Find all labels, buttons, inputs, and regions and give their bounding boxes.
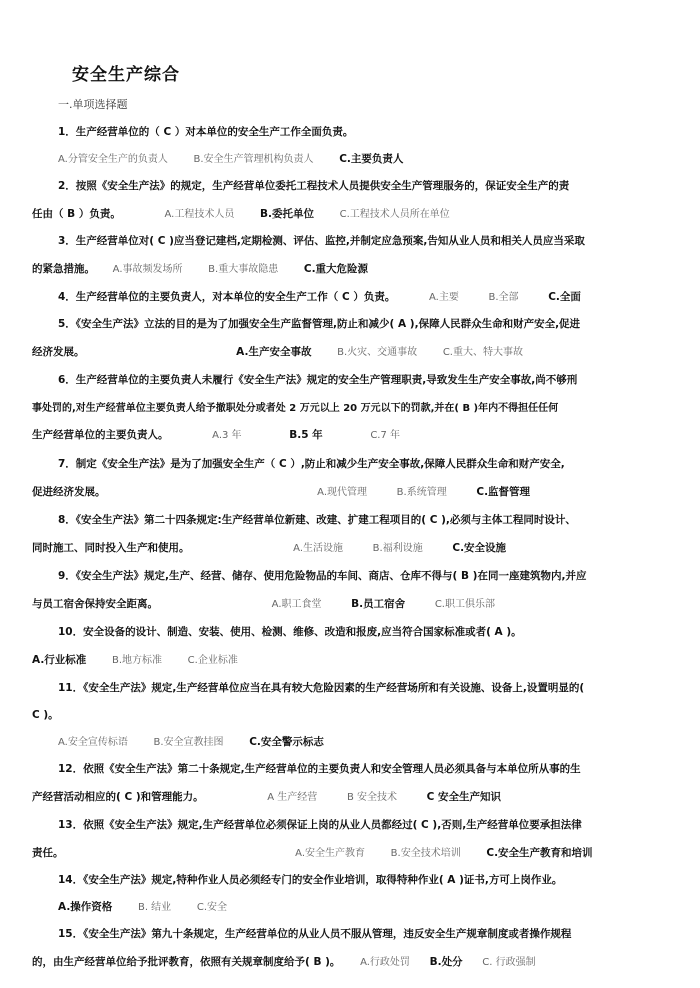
option-c: C. 行政强制 <box>482 957 536 968</box>
question-8-line2: 同时施工、同时投入生产和使用。 <box>32 542 190 554</box>
question-6-line3: 生产经营单位的主要负责人。 <box>32 429 169 441</box>
question-13-line2: 责任。 <box>32 847 64 859</box>
question-8-text: 8．《安全生产法》第二十四条规定:生产经营单位新建、改建、扩建工程项目的( C ),必须与主体工程同时设计、 <box>58 514 576 526</box>
option-b: B.重大事故隐患 <box>208 264 279 275</box>
question-7-line2: 促进经济发展。 <box>32 486 106 498</box>
question-4-text: 4．生产经营单位的主要负责人，对本单位的安全生产工作（ C ）负责。 <box>58 291 396 303</box>
option-b: B.处分 <box>429 956 463 968</box>
question-10-text: 10．安全设备的设计、制造、安装、使用、检测、维修、改造和报废,应当符合国家标准或者( A )。 <box>58 626 522 638</box>
question-12-text-cont <box>32 788 501 804</box>
option-a: A.现代管理 <box>317 487 367 498</box>
question-13-text-cont <box>32 844 593 860</box>
question-7-text-cont <box>32 483 530 499</box>
option-b: B.系统管理 <box>396 487 447 498</box>
option-c: C.安全生产教育和培训 <box>486 847 593 859</box>
question-11-options <box>58 733 324 749</box>
option-c: C.7 年 <box>370 430 401 441</box>
question-6-text-cont <box>32 426 400 442</box>
question-15-text: 15．《安全生产法》第九十条规定，生产经营单位的从业人员不服从管理，违反安全生产规章制度或者操作规程 <box>58 928 572 940</box>
option-c: C.职工俱乐部 <box>434 599 495 610</box>
question-5-line2: 经济发展。 <box>32 346 85 358</box>
option-a: A.操作资格 <box>58 901 113 913</box>
question-9-text: 9．《安全生产法》规定,生产、经营、储存、使用危险物品的车间、商店、仓库不得与( B )在同一座建筑物内,并应 <box>58 570 587 582</box>
option-a: A.工程技术人员 <box>164 209 235 220</box>
option-a: A.安全宣传标语 <box>58 737 128 748</box>
option-a: A.分管安全生产的负责人 <box>58 154 168 165</box>
option-a: A.安全生产教育 <box>295 848 365 859</box>
section-heading: 一.单项选择题 <box>58 98 128 111</box>
option-c: C.重大危险源 <box>303 263 369 275</box>
question-2-line2: 任由（ B ）负责。 <box>32 208 121 220</box>
option-a: A.生活设施 <box>293 543 343 554</box>
option-b: B.安全生产管理机构负责人 <box>193 154 314 165</box>
option-a: A.3 年 <box>212 430 242 441</box>
option-a: A.职工食堂 <box>271 599 322 610</box>
option-c: C.全面 <box>548 291 581 303</box>
option-b: B.安全宣教挂图 <box>153 737 224 748</box>
option-c: C.安全 <box>196 902 228 913</box>
question-2-text: 2．按照《安全生产法》的规定，生产经营单位委托工程技术人员提供安全生产管理服务的，保证安全生产的责 <box>58 180 570 192</box>
option-c: C.企业标准 <box>187 655 238 666</box>
document-title: 安全生产综合 <box>72 65 180 85</box>
question-3-line2: 的紧急措施。 <box>32 263 95 275</box>
option-c: C.监督管理 <box>476 486 531 498</box>
option-b: B.福利设施 <box>372 543 423 554</box>
question-5-text: 5．《安全生产法》立法的目的是为了加强安全生产监督管理,防止和减少( A ),保障人民群众生命和财产安全,促进 <box>58 318 581 330</box>
option-b: B.5 年 <box>289 429 323 441</box>
option-c: C.重大、特大事故 <box>442 347 523 358</box>
question-6-line2: 事处罚的,对生产经营单位主要负责人给予撤职处分或者处 2 万元以上 20 万元以下的罚款,并在( B )年内不得担任任何 <box>32 403 559 414</box>
question-14-options <box>58 898 227 914</box>
option-a: A.主要 <box>428 292 459 303</box>
question-10-options <box>32 651 238 667</box>
question-3-text-cont <box>32 260 368 276</box>
question-5-text-cont <box>32 343 523 359</box>
option-a: A 生产经营 <box>267 792 318 803</box>
question-9-text-cont <box>32 595 495 611</box>
option-b: B.员工宿舍 <box>351 598 406 610</box>
question-3-text: 3．生产经营单位对( C )应当登记建档,定期检测、评估、监控,并制定应急预案,告知从业人员和相关人员应当采取 <box>58 235 585 247</box>
option-c: C.安全设施 <box>452 542 507 554</box>
option-b: B.火灾、交通事故 <box>337 347 418 358</box>
question-15-text-cont <box>32 953 536 969</box>
option-c: C 安全生产知识 <box>426 791 502 803</box>
question-8-text-cont <box>32 539 506 555</box>
question-11-line2: C )。 <box>32 709 59 721</box>
option-b: B.安全技术培训 <box>390 848 461 859</box>
question-11-text: 11．《安全生产法》规定,生产经营单位应当在具有较大危险因素的生产经营场所和有关设施、设备上,设置明显的( <box>58 682 585 694</box>
option-b: B.地方标准 <box>111 655 163 666</box>
question-12-line2: 产经营活动相应的( C )和管理能力。 <box>32 791 204 803</box>
option-b: B.委托单位 <box>259 208 314 220</box>
option-c: C.工程技术人员所在单位 <box>339 209 450 220</box>
option-a: A.行政处罚 <box>360 957 410 968</box>
question-1-options <box>58 150 403 166</box>
option-a: A.生产安全事故 <box>236 346 312 358</box>
option-c: C.主要负责人 <box>339 153 404 165</box>
question-1-text: 1．生产经营单位的（ C ）对本单位的安全生产工作全面负责。 <box>58 126 354 138</box>
question-7-text: 7．制定《安全生产法》是为了加强安全生产（ C ）,防止和减少生产安全事故,保障人民群众生命和财产安全, <box>58 458 565 470</box>
question-15-line2: 的，由生产经营单位给予批评教育，依照有关规章制度给予( B )。 <box>32 956 341 968</box>
option-c: C.安全警示标志 <box>249 736 324 748</box>
option-b: B 安全技术 <box>346 792 398 803</box>
option-b: B.全部 <box>488 292 519 303</box>
question-13-text: 13．依照《安全生产法》规定,生产经营单位必须保证上岗的从业人员都经过( C ),否则,生产经营单位要承担法律 <box>58 819 582 831</box>
question-2-text-cont <box>32 205 450 221</box>
option-a: A.行业标准 <box>32 654 87 666</box>
option-b: B. 结业 <box>137 902 172 913</box>
option-a: A.事故频发场所 <box>112 264 183 275</box>
question-6-text: 6．生产经营单位的主要负责人未履行《安全生产法》规定的安全生产管理职责,导致发生生产安全事故,尚不够刑 <box>58 374 578 386</box>
question-14-text: 14．《安全生产法》规定,特种作业人员必须经专门的安全作业培训，取得特种作业( A )证书,方可上岗作业。 <box>58 874 563 886</box>
question-9-line2: 与员工宿舍保持安全距离。 <box>32 598 158 610</box>
question-4-line <box>58 288 581 304</box>
question-12-text: 12．依照《安全生产法》第二十条规定,生产经营单位的主要负责人和安全管理人员必须具备与本单位所从事的生 <box>58 763 581 775</box>
